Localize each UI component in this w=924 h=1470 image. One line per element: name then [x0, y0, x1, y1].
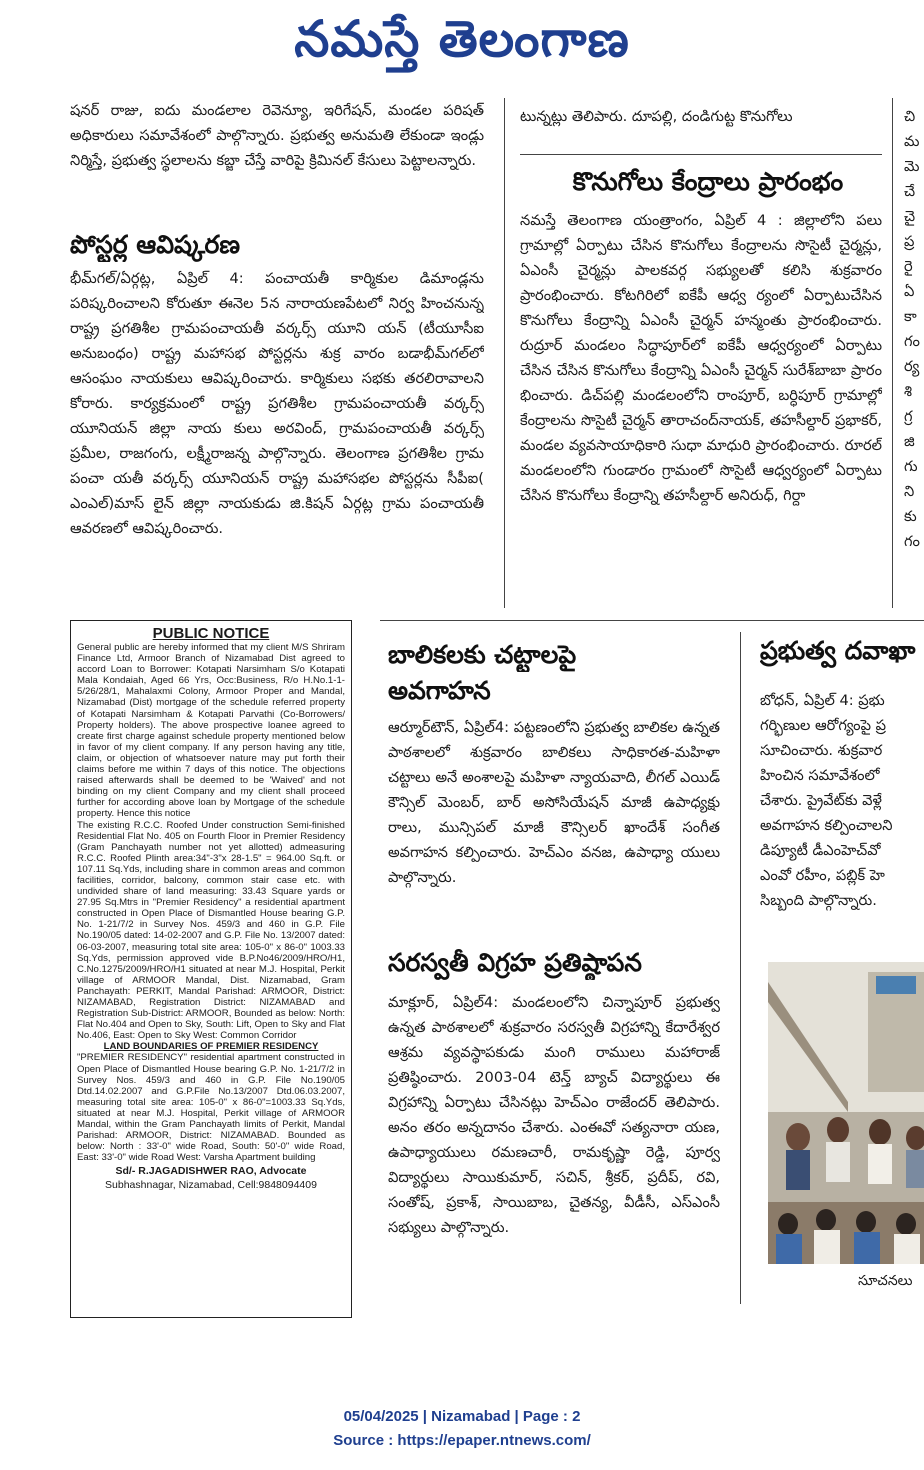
- public-notice: [70, 620, 352, 1318]
- public-notice-title: PUBLIC NOTICE: [152, 625, 270, 642]
- purchase-centers-headline: కొనుగోలు కేంద్రాలు ప్రారంభం: [572, 167, 844, 196]
- fragment-line: ని: [904, 483, 915, 500]
- hospital-body-line: డిప్యూటీ డీఎంహెచ్‌వో: [760, 842, 881, 859]
- hospital-body-line: హించిన సమావేశంలో: [760, 767, 880, 784]
- fragment-line: మె: [904, 158, 920, 175]
- hospital-body-line: సూచించారు. శుక్రవార: [760, 742, 883, 759]
- fragment-line: ఏ: [904, 283, 915, 300]
- col1-continuation-text: షనర్ రాజు, ఐదు మండలాల రెవెన్యూ, ఇరిగేషన్, మండల పరిషత్ అధికారులు సమావేశంలో పాల్గొన్నారు. ప్రభుత్వ అనుమతి లేకుండా ఇండ్లు నిర్మిస్తే, ప్రభుత్వ స్థలాలను కబ్జా చేస్తే వారిపై క్రిమినల్ కేసులు పెట్టాలన్నారు.: [70, 102, 484, 169]
- purchase-centers-body: నమస్తే తెలంగాణ యంత్రాంగం, ఏప్రిల్ 4 : జిల్లాలోని పలు గ్రామాల్లో ఏర్పాటు చేసిన కొనుగోలు కేంద్రాలను సొసైటీ చైర్మన్లు, ఏఎంసీ చైర్మన్లు పాలకవర్గ సభ్యులతో కలిసి శుక్రవారం ప్రారంభించారు. కోటగిరిలో ఐకేపీ ఆధ్వ ర్యంలో ఏర్పాటుచేసిన కొనుగోలు కేంద్రాన్ని ఏఎంసీ చైర్మన్ హన్మంతు ప్రారంభించారు. రుద్రూర్ మండలం సిద్ధాపూర్‌లో ఐకేపీ ఆధ్వర్యంలో ఏర్పాటు చేసిన చేసిన కొనుగోలు కేంద్రాన్ని ఏఎంసీ చైర్మన్ సురేశ్‌బాబా ప్రారం భించారు. డిచ్‌పల్లి మండలంలోని రాంపూర్, బర్ధిపూర్ గ్రామాల్లో కేంద్రాలను సొసైటీ చైర్మన్ తారాచంద్‌నాయక్, తహసీల్దార్ ప్రభాకర్, మండల వ్యవసాయాధికారి సుధా మాధురి ప్రారంభించారు. రూరల్ మండలంలోని గుండారం గ్రామంలో సొసైటీ ఆధ్వర్యంలో ఏర్పాటు చేసిన కొనుగోలు కేంద్రాన్ని తహసీల్దార్ అనిరుధ్, గిర్దా: [520, 212, 882, 504]
- fragment-line: గు: [904, 458, 918, 475]
- photo-caption: సూచనలు: [858, 1273, 913, 1289]
- newspaper-masthead: నమస్తే తెలంగాణ: [294, 9, 630, 68]
- section-divider: [520, 154, 882, 155]
- fragment-line: శి: [904, 383, 913, 400]
- fragment-line: మ: [904, 133, 920, 150]
- public-notice-signature: Sd/- R.JAGADISHWER RAO, Advocate: [115, 1165, 307, 1178]
- col3-cutoff-fragment: [904, 104, 924, 604]
- column-divider: [504, 98, 505, 608]
- hospital-body-line: అవగాహన కల్పించాలని: [760, 817, 893, 834]
- saraswati-idol-headline: సరస్వతీ విగ్రహ ప్రతిష్ఠాపన: [388, 948, 642, 977]
- column-divider: [740, 632, 741, 1304]
- fragment-line: ప్ర: [904, 233, 915, 250]
- hospital-body-line: సిబ్బంది పాల్గొన్నారు.: [760, 892, 877, 909]
- hospital-body-line: చేశారు. ప్రైవేట్‌కు వెళ్లే: [760, 792, 882, 809]
- posters-headline: పోస్టర్ల ఆవిష్కరణ: [70, 230, 241, 259]
- fragment-line: గం: [904, 533, 920, 550]
- hospital-headline: ప్రభుత్వ దవాఖా: [760, 636, 916, 665]
- news-photo-illustration: [768, 962, 924, 1264]
- fragment-line: చి: [904, 108, 916, 125]
- fragment-line: రై: [904, 258, 913, 275]
- col2-continuation-text: టున్నట్లు తెలిపారు. దూపల్లి, దండిగుట్ట కొనుగోలు: [520, 108, 793, 125]
- public-notice-land: "PREMIER RESIDENCY" residential apartment constructed in Open Place of Dismantled House bearing G.P. No. 1-21/7/2 in Survey Nos. 459/3 and 460 in G.P. File No.190/05 Dtd.14.02.2007 and G.P.File No.13/2007 Dtd.06.03.2007, measuring total site area: 105-0" x 86-0"=1003.33 Sq.Yds, situated at near M.J. Hospital, Perkit village of ARMOOR Mandal, within the Gram Panchayath limits of Perkit, Mandal Parishad: ARMOOR, District: NIZAMABAD. Bounded as below: North : 33'-0" wide Road, South: 50'-0" wide Road, East: 33'-0" wide Road West: Varsha Apartment building: [77, 1052, 345, 1164]
- footer-source-link[interactable]: Source : https://epaper.ntnews.com/: [333, 1432, 591, 1449]
- fragment-line: కా: [904, 308, 917, 325]
- girls-awareness-headline-line2: అవగాహన: [388, 676, 491, 705]
- saraswati-idol-body: మాక్లూర్, ఏప్రిల్4: మండలంలోని చిన్నాపూర్ ప్రభుత్వ ఉన్నత పాఠశాలలో శుక్రవారం సరస్వతీ విగ్రహాన్ని కేదారేశ్వర ఆశ్రమ వ్యవస్థాపకుడు మంగి రాములు మహారాజ్ ప్రతిష్ఠించారు. 2003-04 టెన్త్ బ్యాచ్ విద్యార్థులు ఈ విగ్రహాన్ని ఏర్పాటు చేసినట్లు హెచ్‌ఎం రాజేందర్ తెలిపారు. అనం తరం అన్నదానం చేశారు. ఎంఈవో సత్యనారా యణ, ఉపాధ్యాయులు రమణచారీ, రామకృష్ణా రెడ్డి, పూర్వ విద్యార్థులు సాయికుమార్, సచిన్, శ్రీకర్, ప్రదీప్, రవి, సంతోష్, ప్రకాశ్, సాయిబాబ, చైతన్య, వీడీసీ, ఎస్‌ఎంసీ సభ్యులు పాల్గొన్నారు.: [388, 994, 720, 1236]
- fragment-line: గం: [904, 333, 920, 350]
- public-notice-intro: General public are hereby informed that my client M/S Shriram Finance Ltd, Armoor Branch of Nizamabad Dist agreed to accord Loan to Borrower: Kotapati Narsimham S/o Kotapati Mala Kondaiah, Aged 66 Yrs, Occ:Business, R/o H.No.1-1-5/26/28/1, Mahalaxmi Colony, Armoor Proper and Mandal, Nizamabad (Dist) mortgage of the schedule referred property of Kotapati Narsimham & Kotapati Parvathi (Co-Borrowers/ Property holders). The above prospective loanee agreed to create first charge against schedule property mentioned below in favor of my client company. If any person having any title, claim, or objection of whatsoever nature may put forth their claims before me within 7 days of this notice. The objections raised afterwards shall be deemed to be 'Waived' and not binding on my client Company and my client shall proceed further for according above loan by Mortgage of the schedule property. Hence this notice: [77, 642, 345, 820]
- hospital-body-line: బోధన్, ఏప్రిల్ 4: ప్రభు: [760, 692, 885, 709]
- hospital-body: [760, 688, 924, 913]
- hospital-body-line: ఎంవో రహీం, పబ్లిక్ హె: [760, 867, 885, 884]
- column-divider: [892, 98, 893, 608]
- fragment-line: కు: [904, 508, 917, 525]
- girls-awareness-body: ఆర్మూర్‌టౌన్, ఏప్రిల్4: పట్టణంలోని ప్రభుత్వ బాలికల ఉన్నత పాఠశాలలో శుక్రవారం బాలికలు సాధికారత-మహిళా చట్టాలు అనే అంశాలపై మహిళా న్యాయవాది, లీగల్ ఎయిడ్ కౌన్సిల్ మెంబర్, బార్ అసోసియేషన్ మాజీ ఉపాధ్యక్షు రాలు, మున్సిపల్ మాజీ కౌన్సిలర్ ఖాందేశ్ సంగీత అవగాహన కల్పించారు. హెచ్‌ఎం వనజ, ఉపాధ్యా యులు పాల్గొన్నారు.: [388, 719, 720, 886]
- section-divider: [380, 620, 924, 621]
- fragment-line: చే: [904, 183, 916, 200]
- fragment-line: చై: [904, 208, 916, 225]
- girls-awareness-headline-line1: బాలికలకు చట్టాలపై: [388, 640, 577, 669]
- news-photo: [768, 962, 924, 1264]
- public-notice-property: The existing R.C.C. Roofed Under construction Semi-finished Residential Flat No. 405 on Fourth Floor in Premier Residency (Gram Panchayath number not yet allotted) admeasuring R.C.C. Roofed Plinth area:34"-3"x 28-1.5" = 964.00 Sq.ft. or 107.11 Sq.Yds, including share in common areas and common facilities, corridor, balcony, common stair case etc. with undivided share of land measuring: 33.43 Square yards or 27.95 Sq.Mtrs in "Premier Residency" a residential apartment constructed in Open Place of Dismantled House bearing G.P. No. 1-21/7/2 in Survey Nos. 459/3 and 460 in G.P. File No.190/05 dated: 14-02-2007 and G.P. File No. 13/2007 dated: 06-03-2007, measuring total site area: 105-0" x 86-0" 1003.33 Sq.Yds, permission approved vide B.P.No46/2009/HRO/H1, C.No.1275/2009/HRO/H1 situated at near M.J. Hospital, Perkit village of ARMOOR Mandal, Dist. Nizamabad, Gram Panchayath: PERKIT, Mandal Parishad: ARMOOR, District: NIZAMABAD, Registration District: NIZAMABAD and Registration Sub-District: ARMOOR, Bounded as below: North: Flat No.404 and Open to Sky, South: Lift, Open to Sky and Flat No.406, East: Open to Sky West: Common Corridor: [77, 819, 345, 1042]
- fragment-line: జి: [904, 433, 915, 450]
- fragment-line: ర్య: [904, 358, 920, 375]
- fragment-line: గ్ర: [904, 408, 913, 425]
- footer-edition-info: 05/04/2025 | Nizamabad | Page : 2: [343, 1408, 581, 1425]
- public-notice-address: Subhashnagar, Nizamabad, Cell:9848094409: [105, 1179, 317, 1192]
- posters-body: భీమ్‌గల్/ఏర్గట్ల, ఏప్రిల్ 4: పంచాయతీ కార్మికుల డిమాండ్లను పరిష్కరించాలని కోరుతూ ఈనెల 5న నారాయణపేటలో నిర్వ హించనున్న రాష్ట్ర ప్రగతిశీల గ్రామపంచాయతీ వర్కర్స్ యూని యన్ (టీయూసీఐ అనుబంధం) రాష్ట్ర మహాసభ పోస్టర్లను శుక్ర వారం బడాభీమ్‌గల్‌లో ఆసంఘం నాయకులు ఆవిష్కరించారు. కార్మికులు సభకు తరలిరావాలని కోరారు. కార్యక్రమంలో రాష్ట్ర ప్రగతిశీల గ్రామపంచాయతీ వర్కర్స్ యూనియన్ జిల్లా నాయ కులు అరవింద్, గ్రామపంచాయతీ వర్కర్స్ ప్రమీల, రాజగంగు, లక్ష్మీరాజన్న పాల్గొన్నారు. తెలంగాణ ప్రగతిశీల గ్రామ పంచా యతీ వర్కర్స్ యూనియన్ రాష్ట్ర మహాసభల పోస్టర్లను సీపీఐ( ఎంఎల్)మాస్ లైన్ జిల్లా నాయకుడు జి.కిషన్ ఏర్గట్ల గ్రామ పంచాయతీ ఆవరణలో ఆవిష్కరించారు.: [70, 270, 484, 537]
- hospital-body-line: గర్భిణుల ఆరోగ్యంపై ప్ర: [760, 717, 886, 734]
- public-notice-land-title: LAND BOUNDARIES OF PREMIER RESIDENCY: [103, 1041, 319, 1053]
